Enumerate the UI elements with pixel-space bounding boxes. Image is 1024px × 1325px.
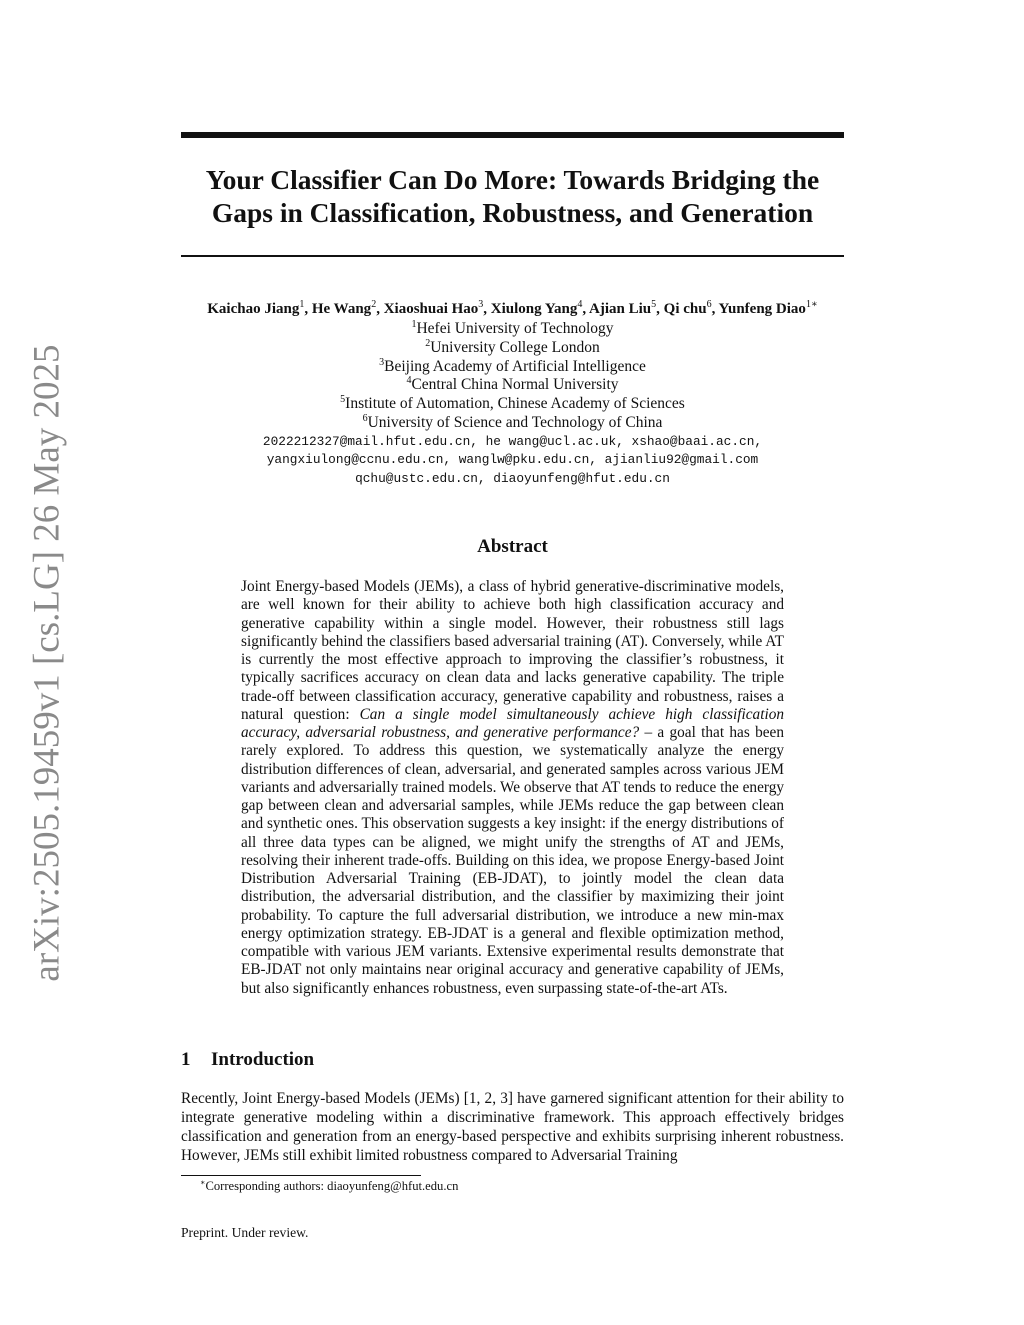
section-number: 1 bbox=[181, 1049, 191, 1070]
abstract-text: Joint Energy-based Models (JEMs), a class of hybrid generative-discriminative models, are well known for their ability to achieve both high classification accuracy and generative capability within a single model. However, their robustness still lags significantly behind the classifiers based adversarial training (AT). Conversely, while AT is currently the most effective approach to improving the classifier’s robustness, it typically sacrifices accuracy on clean data and lacks generative capability. The triple trade-off between classification accuracy, generative capability and robustness, raises a natural question: Can a single model simultaneously achieve high classification accuracy, adversarial robustness, and generative performance? – a goal that has been rarely explored. To address this question, we systematically analyze the energy distribution differences of clean, adversarial, and generated samples across various JEM variants and adversarially trained models. We observe that AT tends to reduce the energy gap between clean and adversarial samples, while JEMs reduce the gap between clean and synthetic ones. This observation suggests a key insight: if the energy distributions of all three data types can be aligned, we might unify the strengths of AT and JEMs, resolving their inherent trade-offs. Building on this idea, we propose Energy-based Joint Distribution Adversarial Training (EB-JDAT), to jointly model the clean data distribution, the adversarial distribution, and the classifier by maximizing their joint probability. To capture the full adversarial distribution, we introduce a new min-max energy optimization strategy. EB-JDAT is a general and flexible optimization method, compatible with various JEM variants. Extensive experimental results demonstrate that EB-JDAT not only maintains near original accuracy and generative capability of JEMs, but also significantly enhances robustness, even surpassing state-of-the-art ATs. bbox=[241, 578, 784, 997]
author-list: Kaichao Jiang$^1$, He Wang$^2$, Xiaoshuai Hao$^3$, Xiulong Yang$^4$, Ajian Liu$^5$, Qi chu$^6$, Yunfeng Diao$^{1∗}$ bbox=[207, 299, 818, 317]
affiliation: $^3$Beijing Academy of Artificial Intelligence bbox=[379, 356, 646, 375]
affiliation: $^5$Institute of Automation, Chinese Academy of Sciences bbox=[340, 394, 685, 413]
footnote: ∗Corresponding authors: diaoyunfeng@hfut.edu.cn bbox=[200, 1178, 459, 1193]
email-line: 2022212327@mail.hfut.edu.cn, he wang@ucl.ac.uk, xshao@baai.ac.cn, bbox=[262, 433, 763, 449]
footnote-rule bbox=[181, 1175, 421, 1176]
affiliation: $^4$Central China Normal University bbox=[406, 375, 619, 394]
title-rule-bottom bbox=[181, 255, 844, 257]
email-line: qchu@ustc.edu.cn, diaoyunfeng@hfut.edu.cn bbox=[355, 470, 670, 486]
author: Xiaoshuai Hao$^3$ bbox=[383, 299, 484, 317]
title-rule-top bbox=[181, 132, 844, 138]
section-heading-introduction bbox=[181, 1048, 844, 1072]
paper-title: Your Classifier Can Do More: Towards Bridging the Gaps in Classification, Robustness, and Generation bbox=[205, 164, 820, 228]
author: Kaichao Jiang$^1$ bbox=[207, 299, 305, 317]
email-line: yangxiulong@ccnu.edu.cn, wanglw@pku.edu.cn, ajianliu92@gmail.com bbox=[266, 452, 759, 468]
section-title: Introduction bbox=[211, 1049, 315, 1070]
author: Qi chu$^6$ bbox=[663, 299, 712, 317]
affiliation: $^2$University College London bbox=[425, 337, 600, 356]
affiliation: $^1$Hefei University of Technology bbox=[411, 319, 614, 337]
author-block bbox=[160, 298, 865, 488]
affiliation: $^6$University of Science and Technology of China bbox=[362, 412, 663, 431]
introduction-paragraph: Recently, Joint Energy-based Models (JEMs) [1, 2, 3] have garnered significant attention for their ability to integrate generative modeling within a discriminative framework. This approach effectively bridges classification and generation from an energy-based perspective and exhibits surprising inherent robustness. However, JEMs still exhibit limited robustness compared to Adversarial Training bbox=[181, 1090, 844, 1164]
author: Ajian Liu$^5$ bbox=[589, 299, 657, 317]
author: Yunfeng Diao$^{1∗}$ bbox=[718, 299, 818, 317]
author: Xiulong Yang$^4$ bbox=[490, 299, 583, 317]
abstract-heading: Abstract bbox=[477, 536, 548, 557]
author: He Wang$^2$ bbox=[311, 299, 377, 317]
preprint-footer: Preprint. Under review. bbox=[181, 1225, 309, 1240]
arxiv-identifier-stamp: arXiv:2505.19459v1 [cs.LG] 26 May 2025 bbox=[26, 344, 68, 982]
abstract-question: Can a single model simultaneously achieve high classification accuracy, adversarial robustness, and generative performance? bbox=[241, 705, 784, 741]
